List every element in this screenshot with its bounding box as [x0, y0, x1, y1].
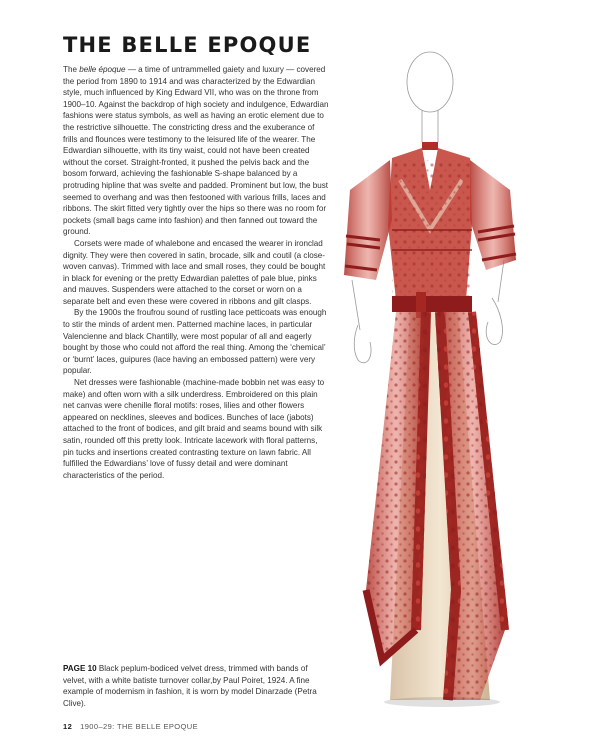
section-name: 1900–29: THE BELLE EPOQUE — [80, 722, 198, 731]
paragraph-2: Corsets were made of whalebone and encased the wearer in ironclad dignity. They were then covered in satin, brocade, silk and coutil (a close-woven canvas). Trimmed with lace and small roses, they could be bought in black for evening or the pretty Edwardian palettes of pale blue, pinks and mauves. Suspenders were attached to the corset or worn on a separate belt and even these were covered in ribbons and gilt clasps. — [63, 238, 326, 306]
waist-sash — [392, 296, 472, 312]
neck-ribbon — [422, 142, 438, 150]
page-footer — [63, 722, 198, 731]
right-sleeve — [470, 160, 516, 270]
caption-text: Black peplum-bodiced velvet dress, trimmed with bands of velvet, with a white batiste turnover collar,by Paul Poiret, 1924. A fine example of modernism in fashion, it is worn by model Dinarzade (Petra Clive). — [63, 664, 317, 708]
dress-figure — [330, 30, 570, 730]
body-text — [63, 64, 329, 481]
paragraph-3: By the 1900s the froufrou sound of rustling lace petticoats was enough to stir the minds of ardent men. Patterned machine laces, in particular Valencienne and black Chantilly, were most popular of all and eagerly bought by those who could not afford the real thing. Among the ‘chemical’ or ‘burnt’ laces, guipures (lace having an embossed pattern) were very popular. — [63, 308, 327, 376]
intro-italic: belle époque — [79, 65, 126, 74]
page-title: THE BELLE EPOQUE — [63, 33, 312, 57]
mannequin-left-hand — [354, 325, 371, 363]
caption-label: PAGE 10 — [63, 664, 97, 673]
mannequin-head — [407, 52, 453, 112]
photo-caption — [63, 663, 329, 709]
hem-shadow — [384, 697, 500, 707]
mannequin-neck — [422, 110, 438, 142]
paragraph-1-text: — a time of untrammelled gaiety and luxury — covered the period from 1890 to 1914 and was characterized by the Edwardian style, much influenced by King Edward VII, who was on the throne from 1900–10. Against the backdrop of high society and indulgence, Edwardian fashions were status symbols, as well as having an erotic element due to the restrictive silhouette. The constricting dress and the exuberance of frills and flounces were testimony to the leisured life of the wearer. The Edwardian silhouette, with its tiny waist, could not have been created without the corset. Straight-fronted, it pushed the pelvis back and the bosom forward, achieving the fashionable S-shape balanced by a protruding hipline that was svelte and padded. Prominent but low, the bust seemed to overhang and was then festooned with various frills, laces and ribbons. The skirt fitted very tightly over the hips so there was no room for pockets (small bags came into fashion) and then fanned out toward the ground. — [63, 65, 329, 237]
paragraph-4: Net dresses were fashionable (machine-made bobbin net was easy to make) and often worn with a silk underdress. Embroidered on this plain net canvas were chenille floral motifs: roses, lilies and other flowers appeared on necklines, sleeves and bodices. Bunches of lace (jabots) attached to the front of bodices, and gilt braid and seams bound with silk satin, rounded off this pretty look. Intricate lacework with floral patterns, pin tucks and insertions created contrasting texture on lawn fabric. All fulfilled the Edwardians’ love of fussy detail and were dominant characteristics of the period. — [63, 378, 325, 480]
paragraph-1: The belle époque — a time of untrammelled gaiety and luxury — covered the period from 1890 to 1914 and was characterized by the Edwardian style, much influenced by King Edward VII, who was on the throne from 1900–10. Against the backdrop of high society and indulgence, Edwardian fashions were status symbols, as well as having an erotic element due to the restrictive silhouette. The constricting dress and the exuberance of frills and flounces were testimony to the leisured life of the wearer. The Edwardian silhouette, with its tiny waist, could not have been created without the corset. Straight-fronted, it pushed the pelvis back and the bosom forward, achieving the fashionable S-shape balanced by a protruding hipline that was svelte and padded. Prominent but low, the bust seemed to overhang and was then festooned with various frills, laces and ribbons. The skirt fitted very tightly over the hips so there was no room for pockets (small bags came into fashion) and then fanned out toward the ground. — [63, 65, 329, 237]
left-sleeve — [344, 160, 392, 280]
mannequin-right-hand — [486, 298, 502, 345]
page-number: 12 — [63, 722, 73, 731]
dress-illustration — [330, 30, 570, 730]
